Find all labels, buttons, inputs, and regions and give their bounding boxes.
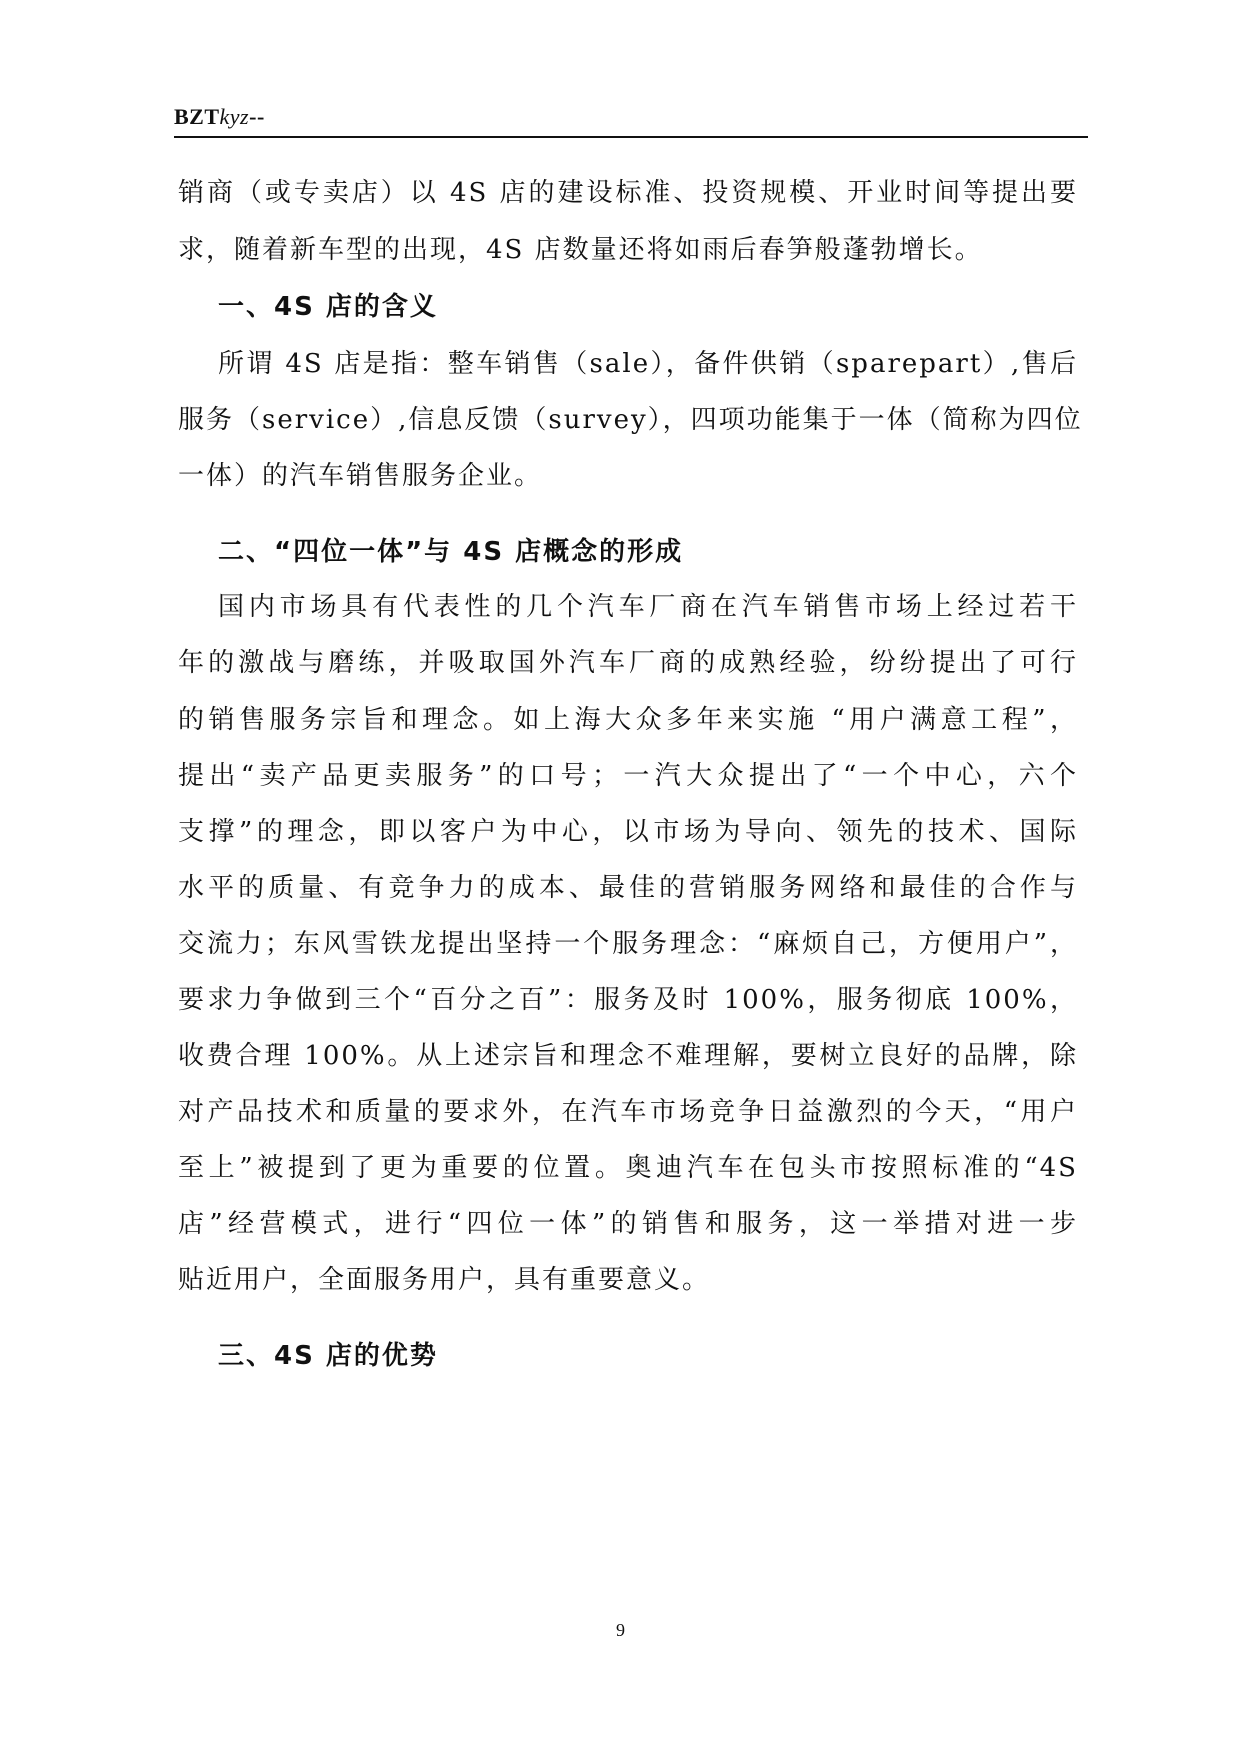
- paragraph-line: 服务（service）,信息反馈（survey），四项功能集于一体（简称为四位: [178, 405, 1083, 435]
- header-bold: BZT: [174, 104, 220, 129]
- page-number: 9: [616, 1620, 625, 1640]
- paragraph-line: 年的激战与磨练，并吸取国外汽车厂商的成熟经验，纷纷提出了可行: [178, 648, 1078, 678]
- paragraph-line: 至上”被提到了更为重要的位置。奥迪汽车在包头市按照标准的“4S: [178, 1153, 1078, 1183]
- paragraph-line: 店”经营模式，进行“四位一体”的销售和服务，这一举措对进一步: [178, 1209, 1078, 1239]
- paragraph-line: 的销售服务宗旨和理念。如上海大众多年来实施 “用户满意工程”，: [178, 705, 1078, 735]
- section-heading: 二、“四位一体”与 4S 店概念的形成: [218, 537, 684, 567]
- paragraph-line: 要求力争做到三个“百分之百”：服务及时 100%，服务彻底 100%，: [178, 985, 1078, 1015]
- header-italic: kyz: [219, 104, 250, 129]
- paragraph-line: 贴近用户，全面服务用户，具有重要意义。: [178, 1265, 711, 1295]
- paragraph-line: 收费合理 100%。从上述宗旨和理念不难理解，要树立良好的品牌，除: [178, 1041, 1078, 1071]
- paragraph-line: 所谓 4S 店是指：整车销售（sale），备件供销（sparepart）,售后: [218, 349, 1078, 379]
- section-heading: 三、4S 店的优势: [218, 1341, 438, 1371]
- paragraph-line: 对产品技术和质量的要求外，在汽车市场竞争日益激烈的今天，“用户: [178, 1097, 1078, 1127]
- paragraph-line: 求，随着新车型的出现，4S 店数量还将如雨后春笋般蓬勃增长。: [178, 235, 983, 265]
- header-text: [174, 104, 265, 130]
- paragraph-line: 提出“卖产品更卖服务”的口号；一汽大众提出了“一个中心，六个: [178, 761, 1078, 791]
- running-header: [174, 96, 1088, 138]
- paragraph-line: 交流力；东风雪铁龙提出坚持一个服务理念：“麻烦自己，方便用户”，: [178, 929, 1078, 959]
- section-heading: 一、4S 店的含义: [218, 292, 438, 322]
- paragraph-line: 一体）的汽车销售服务企业。: [178, 461, 543, 491]
- paragraph-line: 国内市场具有代表性的几个汽车厂商在汽车销售市场上经过若干: [218, 592, 1078, 622]
- paragraph-line: 支撑”的理念，即以客户为中心，以市场为导向、领先的技术、国际: [178, 817, 1078, 847]
- paragraph-line: 销商（或专卖店）以 4S 店的建设标准、投资规模、开业时间等提出要: [178, 178, 1078, 208]
- paragraph-line: 水平的质量、有竞争力的成本、最佳的营销服务网络和最佳的合作与: [178, 873, 1078, 903]
- header-suffix: --: [249, 104, 265, 129]
